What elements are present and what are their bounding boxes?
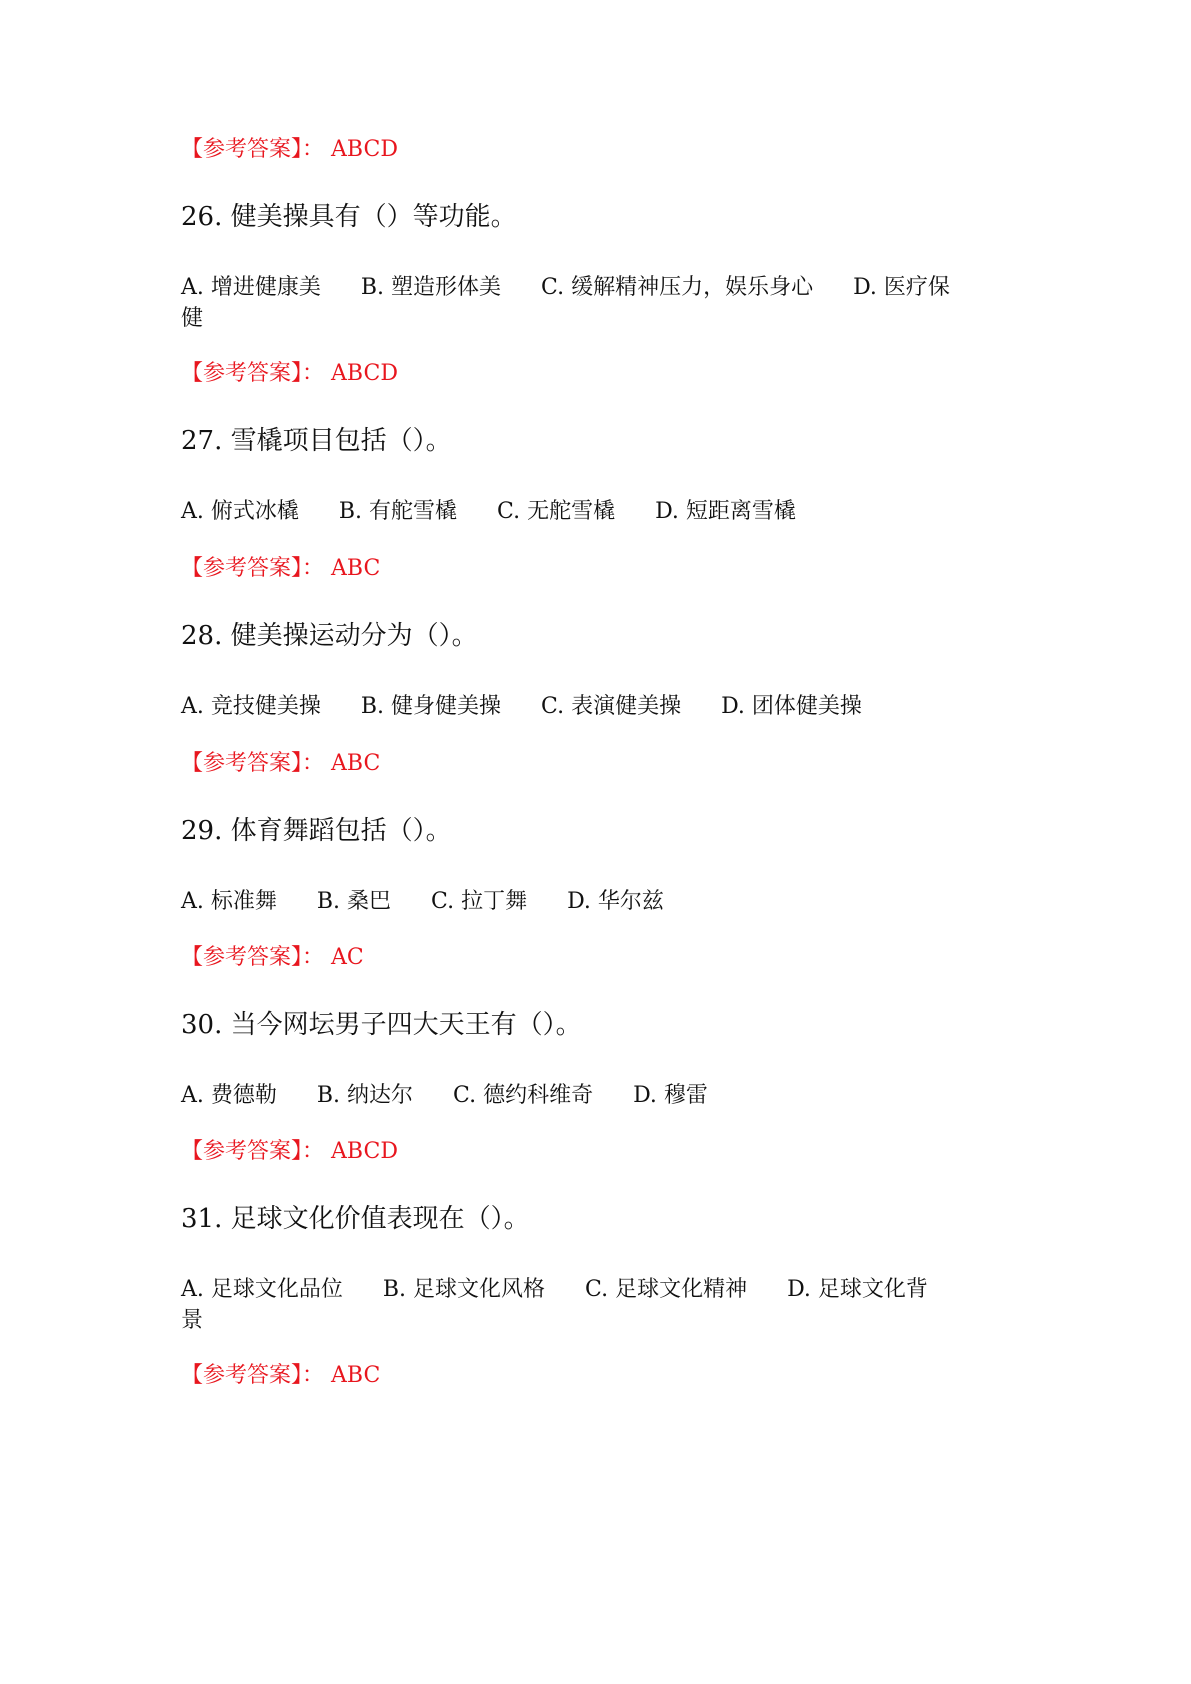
answer-value: ABCD	[331, 361, 398, 386]
answer-separator: ：	[302, 361, 325, 386]
answer-value: AC	[331, 945, 364, 970]
option-b: B. 足球文化风格	[382, 1277, 546, 1302]
option-d: D. 穆雷	[633, 1083, 708, 1108]
option-a: A. 标准舞	[181, 889, 277, 914]
answer-label: 【参考答案】	[181, 945, 303, 970]
answer-28	[181, 746, 380, 777]
option-d-wrap: 景	[181, 1308, 204, 1333]
question-28: 28. 健美操运动分为（）。	[181, 621, 478, 651]
answer-label: 【参考答案】	[181, 556, 303, 581]
answer-value: ABCD	[331, 137, 398, 162]
options-30	[181, 1080, 1021, 1111]
option-a: A. 竞技健美操	[181, 694, 321, 719]
answer-separator: ：	[302, 137, 325, 162]
answer-value: ABC	[331, 751, 381, 776]
option-c: C. 拉丁舞	[431, 889, 528, 914]
option-b: B. 纳达尔	[316, 1083, 414, 1108]
option-d: D. 医疗保	[853, 275, 950, 300]
answer-separator: ：	[302, 556, 325, 581]
options-28	[181, 691, 1021, 722]
answer-separator: ：	[302, 1139, 325, 1164]
question-31: 31. 足球文化价值表现在（）。	[181, 1204, 530, 1234]
answer-line	[181, 132, 398, 163]
answer-label: 【参考答案】	[181, 361, 303, 386]
option-b: B. 有舵雪橇	[338, 499, 458, 524]
question-29: 29. 体育舞蹈包括（）。	[181, 816, 452, 846]
answer-26	[181, 356, 398, 387]
option-a: A. 俯式冰橇	[181, 499, 299, 524]
question-27: 27. 雪橇项目包括（）。	[181, 426, 452, 456]
answer-30	[181, 1134, 398, 1165]
option-a: A. 足球文化品位	[181, 1277, 343, 1302]
option-b: B. 桑巴	[316, 889, 392, 914]
option-c: C. 足球文化精神	[585, 1277, 748, 1302]
answer-separator: ：	[302, 945, 325, 970]
answer-separator: ：	[302, 751, 325, 776]
options-27	[181, 496, 1021, 527]
answer-29	[181, 940, 364, 971]
answer-label: 【参考答案】	[181, 751, 303, 776]
answer-value: ABC	[331, 1363, 381, 1388]
option-c: C. 无舵雪橇	[497, 499, 616, 524]
option-c: C. 表演健美操	[541, 694, 682, 719]
answer-label: 【参考答案】	[181, 1363, 303, 1388]
option-d: D. 短距离雪橇	[655, 499, 796, 524]
answer-separator: ：	[302, 1363, 325, 1388]
answer-31	[181, 1358, 380, 1389]
question-26: 26. 健美操具有（）等功能。	[181, 202, 517, 232]
option-d: D. 足球文化背	[787, 1277, 928, 1302]
option-b: B. 健身健美操	[360, 694, 502, 719]
answer-label: 【参考答案】	[181, 137, 303, 162]
option-d-wrap: 健	[181, 306, 204, 331]
options-26	[181, 272, 1021, 334]
option-b: B. 塑造形体美	[360, 275, 502, 300]
question-30: 30. 当今网坛男子四大天王有（）。	[181, 1010, 582, 1040]
option-d: D. 团体健美操	[721, 694, 862, 719]
option-a: A. 费德勒	[181, 1083, 277, 1108]
option-c: C. 德约科维奇	[453, 1083, 594, 1108]
option-d: D. 华尔兹	[567, 889, 664, 914]
option-c: C. 缓解精神压力，娱乐身心	[541, 275, 814, 300]
answer-27	[181, 551, 380, 582]
answer-value: ABC	[331, 556, 381, 581]
answer-label: 【参考答案】	[181, 1139, 303, 1164]
options-29	[181, 886, 1021, 917]
option-a: A. 增进健康美	[181, 275, 321, 300]
options-31	[181, 1274, 1021, 1336]
answer-value: ABCD	[331, 1139, 398, 1164]
